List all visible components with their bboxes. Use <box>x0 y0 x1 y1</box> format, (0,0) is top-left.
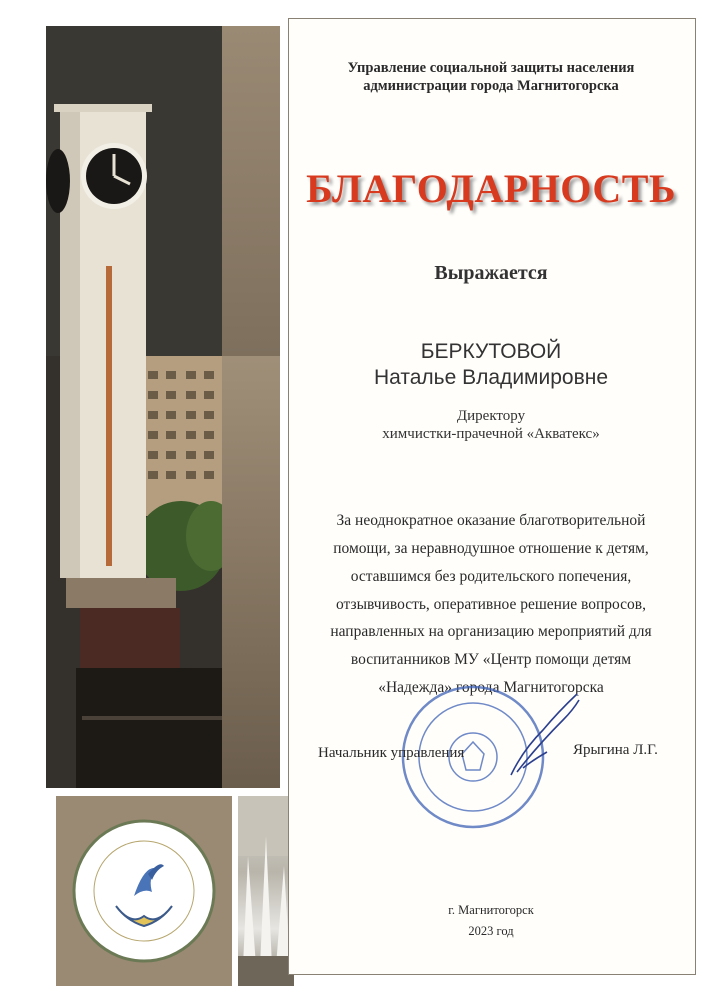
org-name-line-1: Управление социальной защиты населения <box>347 60 635 76</box>
strip-bottom <box>222 356 280 788</box>
signatory-title: Начальник управления <box>318 745 465 761</box>
body-line: направленных на организацию мероприятий для <box>330 623 652 640</box>
recipient-position-line-2: химчистки-прачечной «Акватекс» <box>382 426 600 442</box>
body-line: воспитанников МУ «Центр помощи детям <box>350 651 632 668</box>
year-label: 2023 год <box>468 924 514 938</box>
body-line: За неоднократное оказание благотворительной <box>336 512 646 529</box>
decorative-strip <box>222 26 280 788</box>
clock-tower-illustration <box>46 26 222 788</box>
city-label: г. Магнитогорск <box>448 903 534 917</box>
signatory-name: Ярыгина Л.Г. <box>573 742 658 758</box>
clock-tower-photo <box>46 26 222 788</box>
body-line: оставшимся без родительского попечения, <box>350 568 632 585</box>
recipient-given-name: Наталье Владимировне <box>373 366 609 389</box>
org-name-line-2: администрации города Магнитогорска <box>363 78 619 94</box>
fountain-photo <box>238 796 294 986</box>
strip-top <box>222 26 280 356</box>
expressed-label: Выражается <box>434 262 548 284</box>
body-line: помощи, за неравнодушное отношение к детям, <box>333 540 649 557</box>
recipient-position-line-1: Директору <box>456 408 526 424</box>
logo-panel <box>56 796 232 986</box>
fountain-illustration <box>238 796 294 986</box>
handwritten-signature <box>503 690 583 780</box>
document-title: БЛАГОДАРНОСТЬ <box>306 166 676 211</box>
body-line: «Надежда» города Магнитогорска <box>378 679 604 696</box>
recipient-surname: БЕРКУТОВОЙ <box>420 340 562 363</box>
body-line: отзывчивость, оперативное решение вопросов, <box>336 596 646 613</box>
org-logo <box>56 796 232 986</box>
